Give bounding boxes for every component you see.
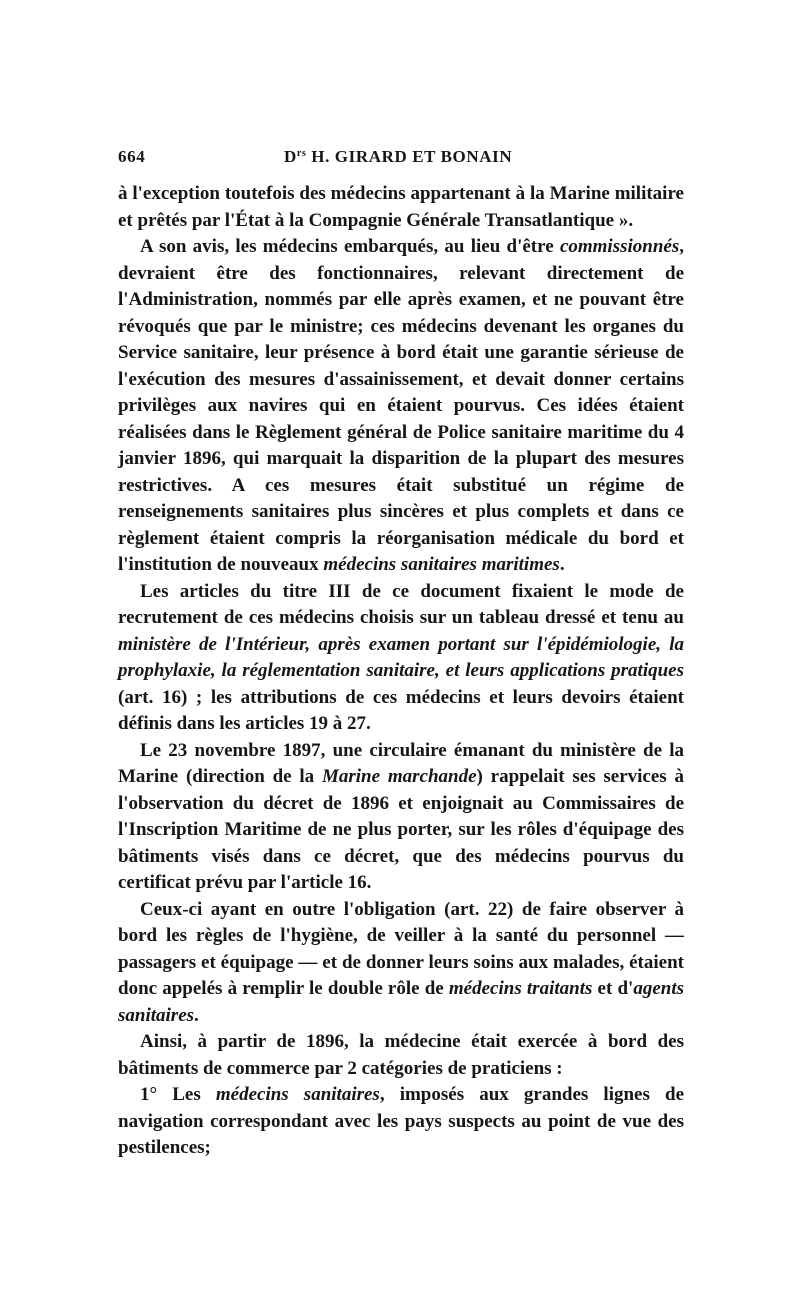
paragraph-1: à l'exception toutefois des médecins appartenant à la Marine militaire et prêtés par l'État à la Compagnie Générale Transatlantique ».: [118, 183, 684, 231]
paragraph-4-text-c: ) rappelait ses services à l'observation du décret de 1896 et enjoignait au Commissaires de l'Inscription Maritime de ne plus porter, sur les rôles d'équipage des bâtiments visés dans ce décret, que des médecins pourvus du certificat prévu par l'article 16.: [118, 766, 684, 893]
paragraph-5-italic-b: médecins traitants: [448, 978, 593, 999]
paragraph-4: [118, 738, 684, 897]
paragraph-3: [118, 579, 684, 738]
paragraph-5-text-e: .: [194, 1004, 199, 1026]
title-superscript: rs: [296, 148, 307, 159]
paragraph-2-text-e: .: [559, 554, 565, 575]
paragraph-5: [118, 897, 684, 1030]
running-header: [118, 147, 684, 171]
paragraph-2-text-a: A son avis, les médecins embarqués, au lieu d'être: [140, 236, 560, 257]
paragraph-2: [118, 234, 684, 579]
paragraph-7-text-c: , imposés aux grandes lignes de navigation correspondant avec les pays suspects au point de vue des pestilences;: [118, 1084, 684, 1158]
paragraph-7-text-a: 1° Les: [140, 1084, 216, 1105]
running-title: [284, 147, 512, 167]
paragraph-7: [118, 1082, 684, 1162]
paragraph-2-text-c: , devraient être des fonctionnaires, relevant directement de l'Administration, nommés par elle après examen, et ne pouvant être révoqués que par le ministre; ces médecins devenant les organes du Service sanitaire, leur présence à bord était une garantie sérieuse de l'exécution des mesures d'assainissement, et devait donner certains privilèges aux navires qui en étaient pourvus. Ces idées étaient réalisées dans le Règlement général de Police sanitaire maritime du 4 janvier 1896, qui marquait la disparition de la plupart des mesures restrictives. A ces mesures était substitué un régime de renseignements sanitaires plus sincères et plus complets et dans ce règlement étaient compris la réorganisation médicale du bord et l'institution de nouveaux: [118, 236, 684, 575]
paragraph-3-text-a: Les articles du titre III de ce document fixaient le mode de recrutement de ces médecins choisis sur un tableau dressé et tenu au: [118, 580, 684, 628]
paragraph-5-text-c: et d': [592, 978, 634, 999]
paragraph-2-italic-b: commissionnés: [559, 236, 680, 257]
title-prefix: D: [284, 147, 297, 166]
paragraph-6: Ainsi, à partir de 1896, la médecine était exercée à bord des bâtiments de commerce par 2 catégories de praticiens :: [118, 1031, 684, 1079]
paragraph-4-text-a: Le 23 novembre 1897, une circulaire émanant du ministère de la Marine (direction de la: [118, 739, 684, 787]
paragraph-5-text-a: Ceux-ci ayant en outre l'obligation (art. 22) de faire observer à bord les règles de l'hygiène, de veiller à la santé du personnel — passagers et équipage — et de donner leurs soins aux malades, étaient donc appelés à remplir le double rôle de: [118, 898, 684, 999]
book-page: [118, 0, 684, 1304]
page-number: 664: [118, 147, 146, 166]
paragraph-3-text-c: (art. 16) ; les attributions de ces médecins et leurs devoirs étaient définis dans les articles 19 à 27.: [118, 686, 684, 734]
paragraph-2-italic-d: médecins sanitaires maritimes: [323, 554, 560, 575]
paragraph-3-italic-b: ministère de l'Intérieur, après examen portant sur l'épidémiologie, la prophylaxie, la réglementation sanitaire, et leurs applications pratiques: [118, 633, 684, 681]
paragraph-7-italic-b: médecins sanitaires: [215, 1084, 380, 1105]
body-text: [118, 181, 684, 1162]
title-main: H. GIRARD ET BONAIN: [306, 147, 513, 166]
paragraph-4-italic-b: Marine marchande: [321, 766, 477, 787]
paragraph-5-italic-d: agents sanitaires: [118, 978, 685, 1026]
